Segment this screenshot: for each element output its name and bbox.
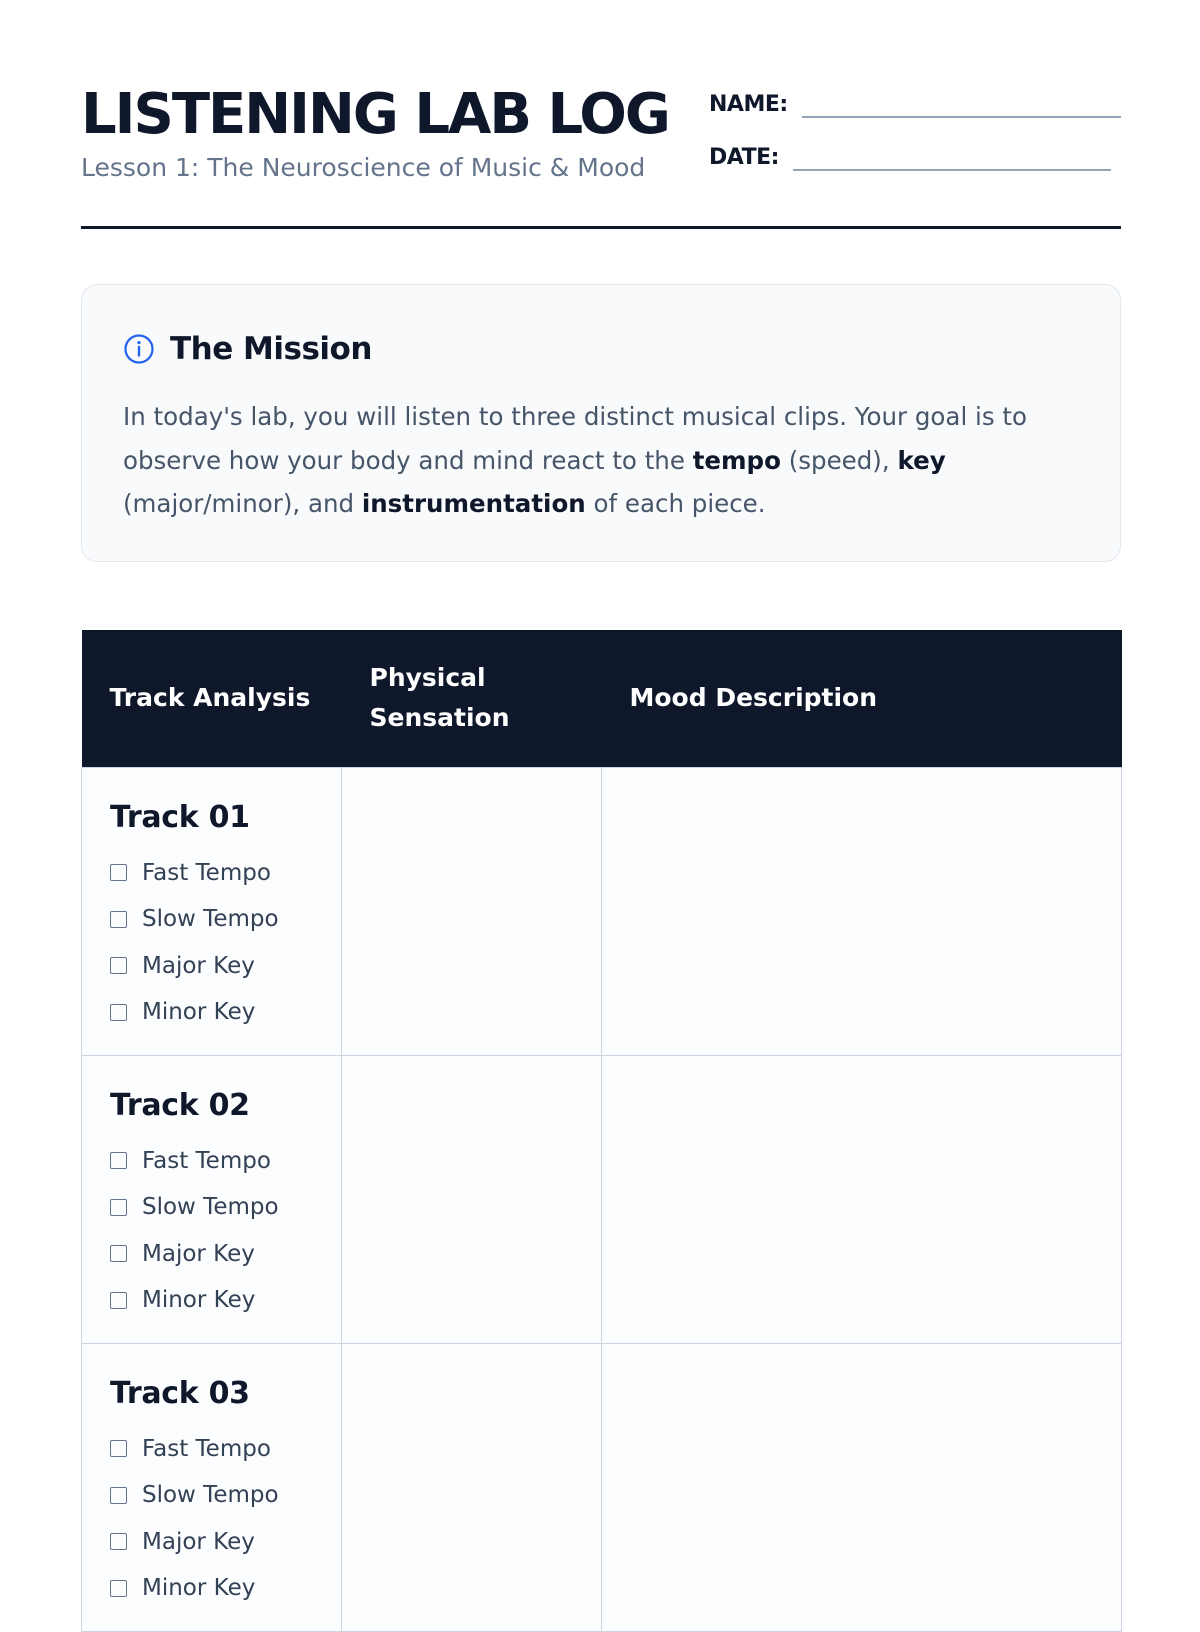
checkbox-option[interactable] [110, 943, 313, 990]
checkbox[interactable] [110, 1292, 127, 1309]
track-analysis-table [81, 630, 1122, 1632]
date-field[interactable] [709, 137, 1121, 173]
checkbox-label: Minor Key [142, 1575, 256, 1602]
checkbox-option[interactable] [110, 1231, 313, 1278]
key-term: key [897, 445, 946, 475]
checkbox-label: Fast Tempo [142, 859, 271, 886]
checkbox-label: Slow Tempo [142, 1194, 279, 1221]
checkbox-label: Minor Key [142, 999, 256, 1026]
checkbox-label: Slow Tempo [142, 1482, 279, 1509]
checkbox-label: Fast Tempo [142, 1435, 271, 1462]
checkbox[interactable] [110, 1199, 127, 1216]
date-line[interactable] [793, 169, 1111, 171]
checkbox[interactable] [110, 1533, 127, 1550]
checkbox-option[interactable] [110, 1565, 313, 1612]
checkbox[interactable] [110, 1440, 127, 1457]
checkbox[interactable] [110, 911, 127, 928]
checkbox-option[interactable] [110, 1138, 313, 1185]
track-table-wrapper [81, 630, 1121, 1632]
table-row [82, 767, 1122, 1055]
mission-text: In today's lab, you will listen to three distinct musical clips. Your goal is to observe how your body and mind react to the tempo (speed), key (major/minor), and instrumentation of each piece. [123, 402, 1027, 518]
table-row [82, 1055, 1122, 1343]
checkbox-option[interactable] [110, 1277, 313, 1324]
checkbox-option[interactable] [110, 1472, 313, 1519]
checkbox-option[interactable] [110, 850, 313, 897]
checkbox[interactable] [110, 957, 127, 974]
worksheet-page [81, 0, 1121, 1602]
track-cell [82, 767, 342, 1055]
tempo-term: tempo [692, 445, 781, 475]
mission-heading [123, 329, 372, 369]
checkbox-option[interactable] [110, 896, 313, 943]
checkbox-label: Fast Tempo [142, 1147, 271, 1174]
info-icon [123, 333, 155, 365]
checkbox-label: Major Key [142, 952, 255, 979]
student-fields [709, 84, 1121, 190]
track-name: Track 03 [110, 1375, 250, 1411]
checkbox-label: Slow Tempo [142, 906, 279, 933]
header-physical-sensation: Physical Sensation [342, 630, 602, 767]
checkbox[interactable] [110, 1152, 127, 1169]
track-cell [82, 1055, 342, 1343]
physical-sensation-cell[interactable] [342, 1343, 602, 1631]
checkbox[interactable] [110, 1487, 127, 1504]
header-divider [81, 226, 1121, 229]
mood-description-cell[interactable] [602, 1343, 1122, 1631]
name-line[interactable] [802, 116, 1121, 118]
name-field[interactable] [709, 84, 1121, 120]
checkbox-label: Major Key [142, 1528, 255, 1555]
checkbox-option[interactable] [110, 1426, 313, 1473]
name-label: NAME: [709, 92, 788, 117]
checkbox[interactable] [110, 864, 127, 881]
track-cell [82, 1343, 342, 1631]
table-row [82, 1343, 1122, 1631]
page-header [81, 0, 1121, 230]
checkbox[interactable] [110, 1004, 127, 1021]
page-title: LISTENING LAB LOG [81, 82, 669, 147]
checkbox-label: Major Key [142, 1240, 255, 1267]
checkbox-label: Minor Key [142, 1287, 256, 1314]
physical-sensation-cell[interactable] [342, 1055, 602, 1343]
checkbox-option[interactable] [110, 989, 313, 1036]
mood-description-cell[interactable] [602, 1055, 1122, 1343]
mission-box [81, 284, 1121, 562]
date-label: DATE: [709, 145, 779, 170]
checkbox-option[interactable] [110, 1184, 313, 1231]
table-header-row [82, 630, 1122, 767]
mission-title: The Mission [170, 331, 372, 367]
checkbox[interactable] [110, 1580, 127, 1597]
instrumentation-term: instrumentation [361, 489, 586, 518]
header-track-analysis: Track Analysis [82, 630, 342, 767]
track-name: Track 01 [110, 799, 250, 835]
page-subtitle: Lesson 1: The Neuroscience of Music & Mood [81, 153, 646, 182]
mood-description-cell[interactable] [602, 767, 1122, 1055]
physical-sensation-cell[interactable] [342, 767, 602, 1055]
checkbox[interactable] [110, 1245, 127, 1262]
track-name: Track 02 [110, 1087, 250, 1123]
header-mood-description: Mood Description [602, 630, 1122, 767]
checkbox-option[interactable] [110, 1519, 313, 1566]
